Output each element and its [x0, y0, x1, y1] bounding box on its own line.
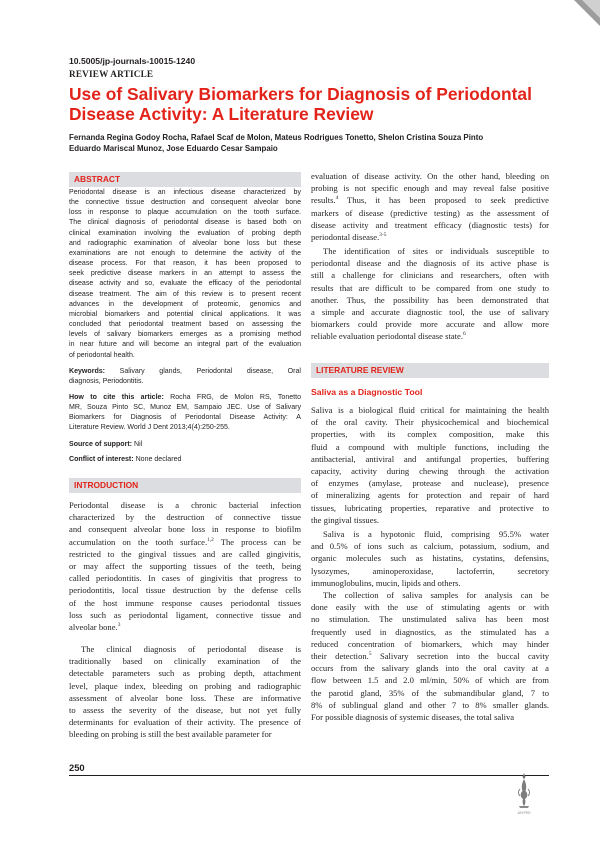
abstract-line: Periodontal disease is an infectious disease characterized by — [69, 189, 301, 196]
footer-rule — [69, 775, 549, 776]
text-line: of the oral cavity. Their physicochemical and biochemical — [311, 417, 549, 428]
doi: 10.5005/jp-journals-10015-1240 — [69, 56, 196, 66]
introduction-heading: INTRODUCTION — [74, 480, 139, 490]
citation-label: How to cite this article: — [69, 394, 164, 401]
text-line: and 0.5% of ions such as calcium, potassium, sodium, and — [311, 541, 549, 552]
text-line: properties, with its complex composition, make this — [311, 429, 549, 440]
saliva-paragraph-3 — [311, 589, 549, 723]
abstract-line: disease activity and so, evaluate the efficacy of the periodontal — [69, 280, 301, 288]
abstract-line: the connective tissue destruction and consequent alveolar bone — [69, 199, 301, 207]
text-line: The collection of saliva samples for analysis can be — [323, 590, 549, 600]
abstract-line: seek predictive disease markers in an attempt to assess the — [69, 270, 301, 278]
abstract-line: in near future and will become an integral part of the evaluation — [69, 341, 301, 349]
text-line: reliable evaluation periodontal disease state.$^6$ — [311, 331, 466, 342]
saliva-paragraph-1 — [311, 404, 549, 526]
conflict-value: None declared — [133, 456, 182, 463]
text-line: Saliva is a biological fluid critical for maintaining the health — [311, 405, 549, 415]
text-line: the parotid gland, 35% of the submandibular gland, 7 to — [311, 687, 549, 698]
text-line: For possible diagnosis of systemic diseases, the total saliva — [311, 712, 515, 723]
conflict-label: Conflict of interest: — [69, 456, 134, 463]
text-line: traditionally based on clinically examination of the — [69, 656, 301, 667]
text-line: The identification of sites or individuals susceptible to — [323, 246, 549, 256]
text-line: disease activity and treatment efficacy (diagnostic tests) for — [311, 219, 549, 230]
text-line: loss such as periodontal ligament, connective tissue and — [69, 609, 301, 620]
support-label: Source of support: — [69, 441, 133, 448]
publisher-logo-icon — [513, 770, 535, 816]
text-line: markers of disease (predictive testing) as the assessment of — [311, 207, 549, 218]
citation-ref: 1,2 — [207, 536, 214, 543]
text-line: antibacterial, antiviral and antifungal properties, buffering — [311, 453, 549, 464]
author-line: Eduardo Mariscal Munoz, Jose Eduardo Cesar Sampaio — [69, 144, 278, 153]
source-of-support — [69, 440, 301, 450]
text-line: probing is not specific enough and may reveal false positive — [311, 183, 549, 194]
abstract-line: loss in response to plaque accumulation on the tooth surface. — [69, 209, 301, 217]
citation-text: Rocha FRG, de Molon RS, Tonetto — [163, 394, 301, 401]
introduction-heading-bar — [69, 478, 301, 493]
citation-ref: 3 — [117, 622, 121, 629]
text-line: called periodontitis. In cases of gingivitis that progress to — [69, 573, 301, 584]
text-line: occurs from the salivary glands into the oral cavity at a — [311, 663, 549, 674]
text-line: periodontal disease.$^{3-5}$ — [311, 232, 387, 243]
citation-ref: 3-5 — [379, 232, 387, 239]
text-line: or may affect the supporting tissues of the teeth, being — [69, 561, 301, 572]
publisher-logo — [513, 770, 535, 816]
abstract-line: advances in the development of proteomic, genomics and — [69, 300, 301, 308]
abstract-line: of periodontal health. — [69, 351, 135, 359]
article-title — [69, 84, 559, 124]
abstract-heading: ABSTRACT — [74, 174, 121, 184]
text-line: accumulation on the tooth surface.$^{1,2}$ The process can be — [69, 536, 301, 547]
text-line: reduced concentration of biomarkers, which may hinder — [311, 638, 549, 649]
author-line: Fernanda Regina Godoy Rocha, Rafael Scaf de Molon, Mateus Rodrigues Tonetto, Shelon Cristina Souza Pinto — [69, 133, 484, 142]
introduction-paragraph-2 — [69, 643, 301, 741]
abstract-line: disease process. For that reason, it has been proposed to — [69, 260, 301, 268]
citation-text: Biomarkers for Diagnosis of Periodontal Disease Activity: A — [69, 414, 301, 422]
text-line: evaluation of disease activity. On the other hand, bleeding on — [311, 171, 549, 181]
text-line: fluid a compound with multiple functions, including the — [311, 441, 549, 452]
text-line: flow between 1.5 and 2.0 ml/min, 50% of which are from — [311, 675, 549, 686]
text-line: a simple and accurate diagnostic tool, the use of salivary — [311, 307, 549, 318]
text-line: results.$^4$ Thus, it has been proposed to seek predictive — [311, 195, 549, 206]
abstract-line: examinations are not enough to determine the activity of the — [69, 249, 301, 257]
abstract-line: concluded that periodontal treatment based on assessing the — [69, 321, 301, 329]
text-line: restricted to the gingival tissues and are called gingivitis, — [69, 548, 301, 559]
text-line: done easily with the use of stimulating agents or with — [311, 602, 549, 613]
text-line: determinants for evaluation of their activity. The presence of — [69, 717, 301, 728]
text-line: still a challenge for clinicians and researchers, often with — [311, 270, 549, 281]
conflict-of-interest — [69, 455, 301, 465]
abstract-body — [69, 188, 301, 361]
text-line: periodontal disease and the diagnosis of its active phase is — [311, 258, 549, 269]
literature-review-heading: LITERATURE REVIEW — [316, 365, 404, 375]
text-line: level, plaque index, bleeding on probing and radiographic — [69, 680, 301, 691]
text-line: bleeding on probing is still the best available parameter for — [69, 729, 272, 740]
text-line: detectable parameters such as probing depth, attachment — [69, 668, 301, 679]
text-line: and consequent alveolar bone loss in response to biofilm — [69, 524, 301, 535]
article-title-line: Use of Salivary Biomarkers for Diagnosis of Periodontal — [69, 84, 532, 104]
text-line: Periodontal disease is a chronic bacterial infection — [69, 500, 301, 510]
text-line: another. Thus, the possibility has been demonstrated that — [311, 294, 549, 305]
text-line: no stimulation. The unstimulated saliva has been most — [311, 614, 549, 625]
text-line: immunoglobulins, mucin, lipids and others. — [311, 577, 461, 588]
citation-ref: 4 — [335, 195, 339, 202]
support-value: Nil — [132, 441, 143, 448]
saliva-subheading: Saliva as a Diagnostic Tool — [311, 387, 423, 397]
text-line: lysozymes, aminoperoxidase, lactoferrin, secretory — [311, 565, 549, 576]
text-line: tissues, lubricating properties, reparative and protective to — [311, 502, 549, 513]
text-line: characterized by the destruction of connective tissue — [69, 512, 301, 523]
text-line: frequently used in diagnostics, as the stimulated has a — [311, 626, 549, 637]
text-line: organic molecules such as histatins, cystatins, defensins, — [311, 553, 549, 564]
text-line: 8% of sublingual gland and other 7 to 8% smaller glands. — [311, 699, 549, 710]
text-line: biomarkers could provide more accurate and allow more — [311, 319, 549, 330]
text-line: results that are difficult to be compared from one study to — [311, 282, 549, 293]
abstract-line: The clinical diagnosis of periodontal disease is based both on — [69, 219, 301, 227]
article-type: REVIEW ARTICLE — [69, 69, 154, 79]
introduction-paragraph-1 — [69, 499, 301, 633]
citation-text: Literature Review. World J Dent 2013;4(4):250-255. — [69, 424, 230, 432]
citation-text: MR, Souza Pinto SC, Munoz EM, Sampaio JEC. Use of Salivary — [69, 404, 301, 412]
text-line: of mineralizing agents for protection and repair of hard — [311, 490, 549, 501]
intro-continued-paragraph-1 — [311, 170, 549, 243]
citation-ref: 6 — [463, 331, 466, 338]
abstract-line: and radiographic examination of alveolar bone loss but these — [69, 239, 301, 247]
keywords-text: Salivary glands, Periodontal disease, Oral — [105, 368, 301, 375]
abstract-line: microbial biomarkers and potential clinical applications. It was — [69, 310, 301, 318]
saliva-paragraph-2 — [311, 528, 549, 589]
text-line: of the host immune response causes periodontal tissues — [69, 597, 301, 608]
author-list — [69, 132, 564, 154]
abstract-heading-bar — [69, 172, 301, 187]
text-line: their detection.$^5$ Salivary secretion into the buccal cavity — [311, 651, 550, 662]
page-number: 250 — [69, 762, 85, 773]
article-title-line: Disease Activity: A Literature Review — [69, 104, 374, 124]
citation-ref: 5 — [368, 651, 372, 658]
text-line: to assess the severity of the disease, but not yet fully — [69, 705, 301, 716]
literature-review-heading-bar — [311, 363, 549, 378]
text-line: capacity, activity during chewing through the activation — [311, 466, 549, 477]
text-line: Saliva is a hypotonic fluid, comprising 95.5% water — [323, 529, 549, 539]
abstract-line: disease treatment. The aim of this review is to present recent — [69, 290, 301, 298]
abstract-line: clinical examination involving the evaluation of probing depth — [69, 229, 301, 237]
keywords — [69, 367, 301, 387]
intro-continued-paragraph-2 — [311, 245, 549, 343]
text-line: alveolar bone.$^3$ — [69, 622, 121, 633]
text-line: the gingival tissues. — [311, 514, 380, 525]
keywords-label: Keywords: — [69, 368, 106, 375]
text-line: periodontitis, local tissue destruction by the defense cells — [69, 585, 301, 596]
svg-text:JAYPEE: JAYPEE — [517, 811, 531, 815]
text-line: The clinical diagnosis of periodontal disease is — [81, 644, 301, 654]
corner-decoration-inner — [582, 0, 600, 18]
citation — [69, 393, 301, 434]
keywords-text: diagnosis, Periodontitis. — [69, 378, 144, 386]
text-line: assessment of alveolar bone loss. These are informative — [69, 692, 301, 703]
text-line: of enzymes (amylase, protease and nuclease), presence — [311, 478, 549, 489]
abstract-line: levels of salivary biomarkers emerges as a promising method — [69, 331, 301, 339]
